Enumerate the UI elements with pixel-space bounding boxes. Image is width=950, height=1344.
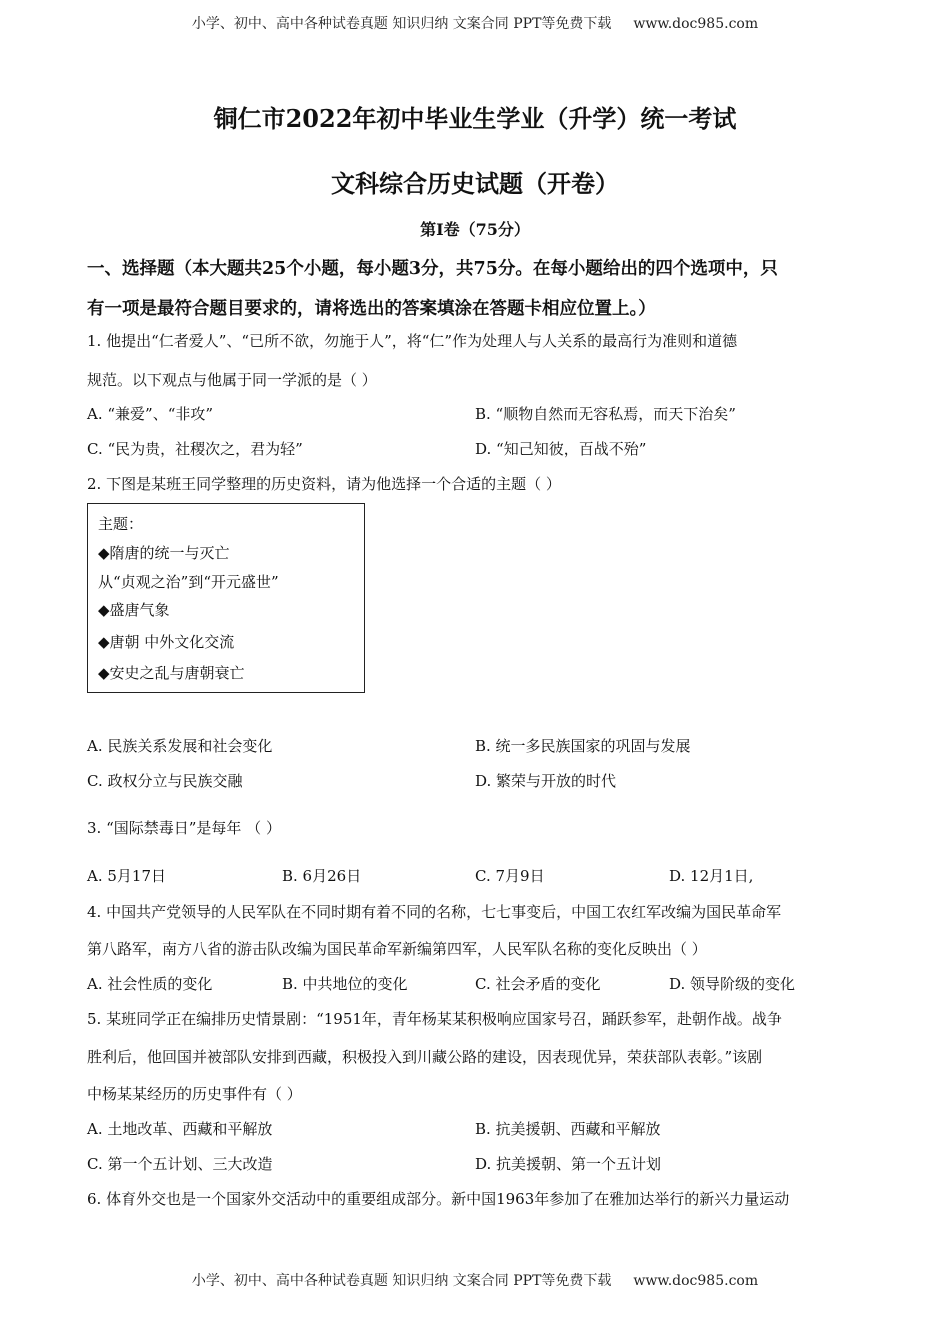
exam-subtitle: 文科综合历史试题（开卷） [331,169,619,198]
header-site-link[interactable]: www.doc985.com [633,16,759,32]
volume-label: 第I卷（75分） [420,220,530,239]
q2-material-box [87,503,365,693]
q5-option-d: D. 抗美援朝、第一个五计划 [475,1155,662,1173]
page-footer [0,1270,950,1290]
exam-title: 铜仁市2022年初中毕业生学业（升学）统一考试 [213,104,737,133]
q5-stem-line2: 胜利后，他回国并被部队安排到西藏，积极投入到川藏公路的建设，因表现优异，荣获部队表彰。”该剧 [87,1048,763,1066]
q4-option-b: B. 中共地位的变化 [282,975,408,993]
q4-option-d: D. 领导阶级的变化 [669,975,796,993]
q1-stem-line1: 1. 他提出“仁者爱人”、“已所不欲，勿施于人”，将“仁”作为处理人与人关系的最高行为准则和道德 [87,332,738,350]
q5-option-c: C. 第一个五计划、三大改造 [87,1155,273,1173]
q5-option-a: A. 土地改革、西藏和平解放 [87,1120,273,1138]
q3-option-c: C. 7月9日 [475,867,545,885]
page-header [0,13,950,33]
q5-option-b: B. 抗美援朝、西藏和平解放 [475,1120,661,1138]
q2-box-line: 从“贞观之治”到“开元盛世” [98,573,279,591]
q1-stem-line2: 规范。以下观点与他属于同一学派的是（ ） [87,371,377,389]
q3-option-d: D. 12月1日, [669,867,754,885]
q2-box-line: ◆安史之乱与唐朝衰亡 [98,664,245,682]
section-instructions-line2: 有一项是最符合题目要求的，请将选出的答案填涂在答题卡相应位置上。） [87,299,656,319]
q3-option-a: A. 5月17日 [87,867,166,885]
q6-stem-line1: 6. 体育外交也是一个国家外交活动中的重要组成部分。新中国1963年参加了在雅加达举行的新兴力量运动 [87,1190,790,1208]
q2-stem: 2. 下图是某班王同学整理的历史资料，请为他选择一个合适的主题（ ） [87,475,561,493]
footer-site-link[interactable]: www.doc985.com [633,1273,759,1289]
q2-box-line: 主题： [98,515,144,533]
q4-stem-line1: 4. 中国共产党领导的人民军队在不同时期有着不同的名称，七七事变后，中国工农红军改编为国民革命军 [87,903,782,921]
q1-option-d: D. “知己知彼，百战不殆” [475,440,647,458]
q3-stem: 3. “国际禁毒日”是每年 （ ） [87,819,281,837]
q1-option-a: A. “兼爱”、“非攻” [87,405,214,423]
section-instructions-line1: 一、选择题（本大题共25个小题，每小题3分，共75分。在每小题给出的四个选项中，只 [87,259,778,279]
header-text: 小学、初中、高中各种试卷真题 知识归纳 文案合同 PPT等免费下载 [191,16,612,32]
q2-box-line: ◆隋唐的统一与灭亡 [98,544,230,562]
q2-box-line: ◆唐朝 中外文化交流 [98,633,235,651]
q4-option-c: C. 社会矛盾的变化 [475,975,601,993]
q4-stem-line2: 第八路军，南方八省的游击队改编为国民革命军新编第四军，人民军队名称的变化反映出（ ） [87,940,707,958]
q5-stem-line3: 中杨某某经历的历史事件有（ ） [87,1085,302,1103]
q2-box-line: ◆盛唐气象 [98,601,170,619]
q2-option-d: D. 繁荣与开放的时代 [475,772,617,790]
q2-option-a: A. 民族关系发展和社会变化 [87,737,273,755]
q1-option-b: B. “顺物自然而无容私焉，而天下治矣” [475,405,736,423]
q5-stem-line1: 5. 某班同学正在编排历史情景剧：“1951年，青年杨某某积极响应国家号召，踊跃参军，赴朝作战。战争 [87,1010,782,1028]
q3-option-b: B. 6月26日 [282,867,362,885]
footer-text: 小学、初中、高中各种试卷真题 知识归纳 文案合同 PPT等免费下载 [191,1273,612,1289]
q2-option-c: C. 政权分立与民族交融 [87,772,243,790]
q2-option-b: B. 统一多民族国家的巩固与发展 [475,737,691,755]
q1-option-c: C. “民为贵，社稷次之，君为轻” [87,440,303,458]
q4-option-a: A. 社会性质的变化 [87,975,213,993]
